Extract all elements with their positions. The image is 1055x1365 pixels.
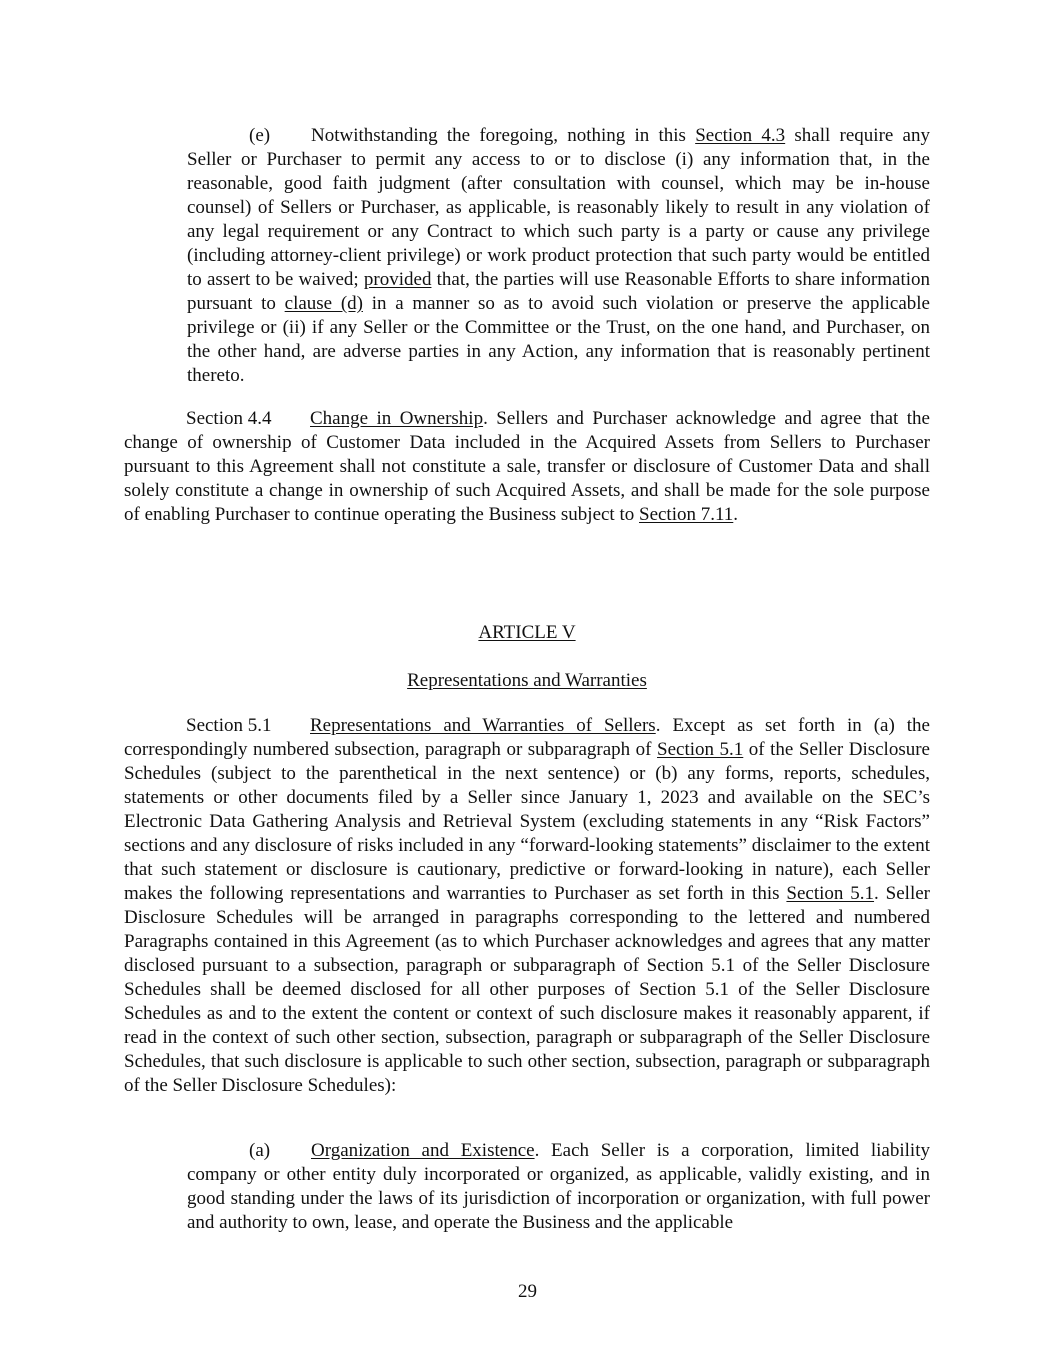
paragraph-marker: (a) (249, 1140, 271, 1161)
section-heading: Representations and Warranties of Sellers (310, 715, 656, 736)
section-reference-link: Section 4.3 (695, 125, 786, 146)
section-reference-link: Section 5.1 (657, 739, 744, 760)
paragraph-marker: (e) (249, 125, 271, 146)
article-title: ARTICLE V (478, 622, 576, 643)
paragraph-e: (e) Notwithstanding the foregoing, nothing in this Section 4.3 shall require any Seller or Purchaser to permit any access to or to disclose (i) any information that, in the reasonable, good faith judgment (after consultation with counsel, which may be in-house counsel) of Sellers or Purchaser, as applicable, is reasonably likely to result in any violation of any legal requirement or any Contract to which such party is a party or cause any privilege (including attorney-client privilege) or work product protection that such party would be entitled to assert to be waived; provided that, the parties will use Reasonable Efforts to share information pursuant to clause (d) in a manner so as to avoid such violation or preserve the applicable privilege or (ii) if any Seller or the Committee or the Trust, on the one hand, and Purchaser, on the other hand, are adverse parties in any Action, any information that is reasonably pertinent thereto. (187, 125, 930, 386)
section-4-4: Section 4.4 Change in Ownership. Sellers and Purchaser acknowledge and agree that the change of ownership of Customer Data included in the Acquired Assets from Sellers to Purchaser pursuant to this Agreement shall not constitute a sale, transfer or disclosure of Customer Data and shall solely constitute a change in ownership of such Acquired Assets, and shall be made for the sole purpose of enabling Purchaser to continue operating the Business subject to Section 7.11. (124, 408, 930, 525)
section-number: Section 4.4 (186, 408, 272, 429)
page-number: 29 (518, 1281, 537, 1302)
section-5-1: Section 5.1 Representations and Warranties of Sellers. Except as set forth in (a) the correspondingly numbered subsection, paragraph or subparagraph of Section 5.1 of the Seller Disclosure Schedules (subject to the parenthetical in the next sentence) or (b) any forms, reports, schedules, statements or other documents filed by a Seller since January 1, 2023 and available on the SEC’s Electronic Data Gathering Analysis and Retrieval System (excluding statements in any “Risk Factors” sections and any disclosure of risks included in any “forward-looking statements” disclaimer to the extent that such statement or disclosure is cautionary, predictive or forward-looking in nature), each Seller makes the following representations and warranties to Purchaser as set forth in this Section 5.1. Seller Disclosure Schedules will be arranged in paragraphs corresponding to the lettered and numbered Paragraphs contained in this Agreement (as to which Purchaser acknowledges and agrees that any matter disclosed pursuant to a subsection, paragraph or subparagraph of Section 5.1 of the Seller Disclosure Schedules shall be deemed disclosed for all other purposes of Section 5.1 of the Seller Disclosure Schedules as and to the extent the content or context of such disclosure makes it reasonably apparent, if read in the context of such other section, subsection, paragraph or subparagraph of the Seller Disclosure Schedules, that such disclosure is applicable to such other section, subsection, paragraph or subparagraph of the Seller Disclosure Schedules): (124, 715, 930, 1096)
section-number: Section 5.1 (186, 715, 272, 736)
paragraph-heading: Organization and Existence (311, 1140, 535, 1161)
section-reference-link: Section 7.11 (639, 504, 734, 525)
provided-term: provided (363, 269, 432, 290)
clause-reference-link: clause (d) (284, 293, 363, 314)
section-heading: Change in Ownership (310, 408, 484, 429)
paragraph-a: (a) Organization and Existence. Each Seller is a corporation, limited liability company or other entity duly incorporated or organized, as applicable, validly existing, and in good standing under the laws of its jurisdiction of incorporation or organization, with full power and authority to own, lease, and operate the Business and the applicable (187, 1140, 930, 1233)
article-subtitle: Representations and Warranties (407, 670, 647, 691)
section-reference-link: Section 5.1 (786, 883, 875, 904)
